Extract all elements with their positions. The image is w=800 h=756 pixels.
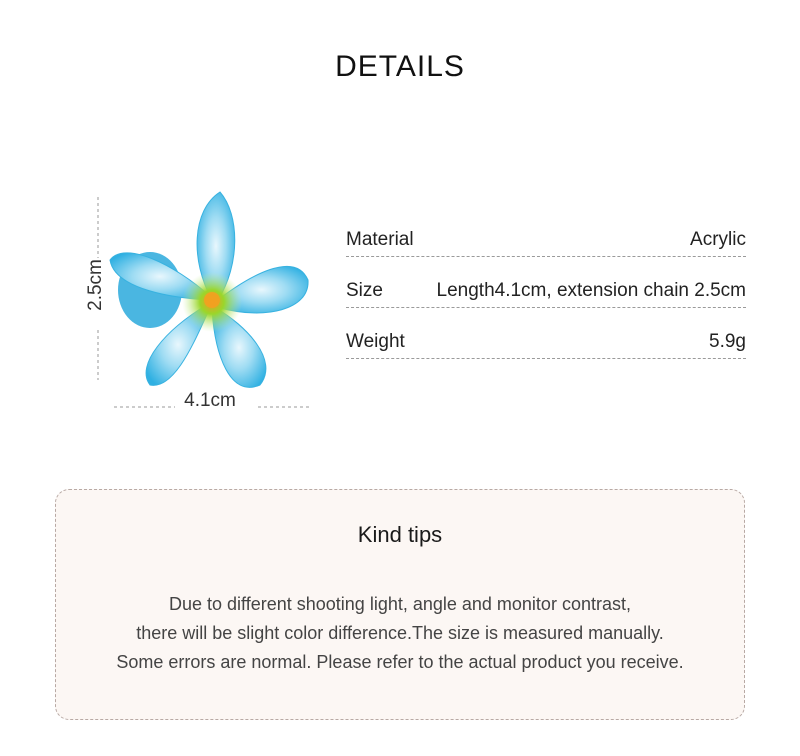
spec-label: Weight <box>346 331 405 352</box>
page-title: DETAILS <box>335 50 465 83</box>
width-dimension-label: 4.1cm <box>184 390 236 411</box>
spec-value: 5.9g <box>709 331 746 352</box>
product-image-section <box>80 180 330 430</box>
spec-label: Material <box>346 229 414 250</box>
kind-tips-line: Due to different shooting light, angle and monitor contrast, <box>169 594 631 614</box>
kind-tips-box <box>55 489 745 720</box>
spec-label: Size <box>346 280 383 301</box>
spec-row-material <box>346 222 746 257</box>
spec-table <box>346 222 746 375</box>
spec-row-size <box>346 273 746 308</box>
kind-tips-title: Kind tips <box>357 522 443 547</box>
kind-tips-line: there will be slight color difference.The size is measured manually. <box>136 623 664 643</box>
spec-row-weight <box>346 324 746 359</box>
kind-tips-body <box>56 590 744 677</box>
spec-value: Acrylic <box>690 229 746 250</box>
kind-tips-line: Some errors are normal. Please refer to the actual product you receive. <box>116 652 684 672</box>
spec-value: Length4.1cm, extension chain 2.5cm <box>436 280 746 301</box>
height-dimension-label: 2.5cm <box>85 259 106 311</box>
